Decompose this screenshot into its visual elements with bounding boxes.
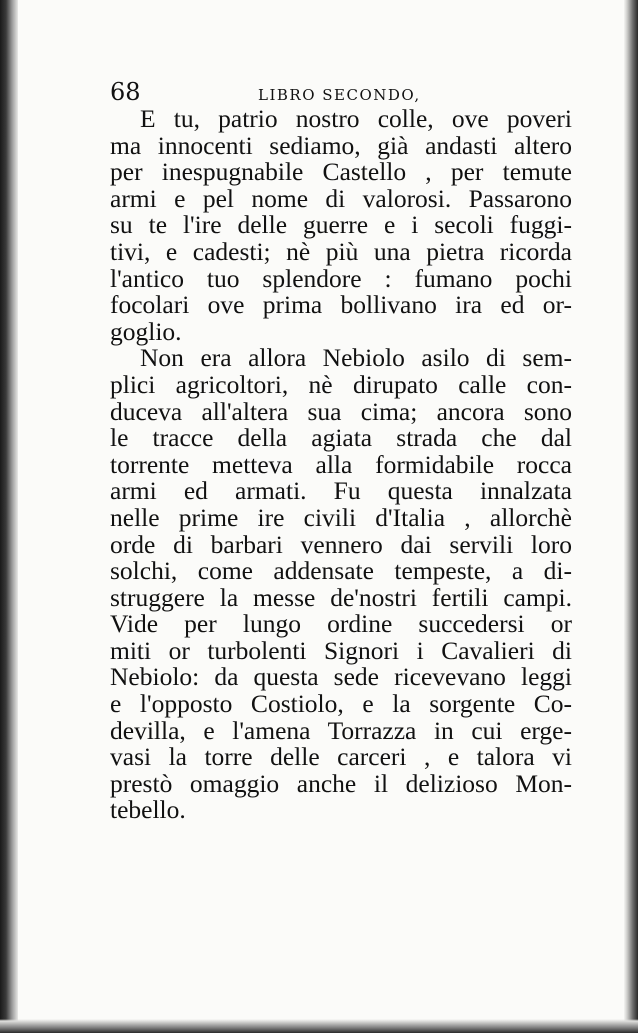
text-line: nelle prime ire civili d'Italia , allorchè — [110, 502, 572, 532]
text-line: plici agricoltori, nè dirupato calle con- — [110, 369, 572, 399]
text-line: ma innocenti sediamo, già andasti altero — [110, 130, 572, 160]
text-line: armi ed armati. Fu questa innalzata — [110, 476, 572, 506]
text-line: goglio. — [110, 316, 182, 346]
text-line: solchi, come addensate tempeste, a di- — [110, 556, 572, 586]
page-number: 68 — [110, 78, 141, 106]
paragraph-2 — [110, 345, 572, 824]
text-line: tivi, e cadesti; nè più una pietra ricorda — [110, 236, 572, 266]
text-line: focolari ove prima bollivano ira ed or- — [110, 290, 572, 320]
page-left-edge-shadow — [0, 0, 18, 1033]
text-line: Vide per lungo ordine succedersi or — [110, 609, 572, 639]
text-line: miti or turbolenti Signori i Cavalieri di — [110, 635, 572, 665]
text-line: per inespugnabile Castello , per temute — [110, 157, 572, 187]
text-line: devilla, e l'amena Torrazza in cui erge- — [110, 715, 572, 745]
text-line: l'antico tuo splendore : fumano pochi — [110, 263, 572, 293]
text-line: E tu, patrio nostro colle, ove poveri — [140, 104, 572, 133]
text-line: orde di barbari vennero dai servili loro — [110, 529, 572, 559]
text-line: Non era allora Nebiolo asilo di sem- — [140, 343, 572, 373]
text-line: vasi la torre delle carceri , e talora vi — [110, 742, 572, 772]
text-line: tebello. — [110, 795, 186, 825]
paragraph-1 — [110, 106, 572, 345]
text-line: e l'opposto Costiolo, e la sorgente Co- — [110, 689, 572, 719]
text-line: Nebiolo: da questa sede ricevevano leggi — [110, 662, 572, 692]
body-text — [110, 106, 572, 824]
text-line: prestò omaggio anche il delizioso Mon- — [110, 768, 572, 798]
text-line: struggere la messe de'nostri fertili campi. — [110, 582, 572, 612]
running-head: LIBRO SECONDO, — [258, 86, 421, 104]
text-line: duceva all'altera sua cima; ancora sono — [110, 396, 572, 426]
text-line: le tracce della agiata strada che dal — [110, 423, 572, 453]
text-line: armi e pel nome di valorosi. Passarono — [110, 183, 572, 213]
page-bottom-edge-shadow — [0, 1019, 638, 1033]
text-line: torrente metteva alla formidabile rocca — [110, 449, 572, 479]
text-line: su te l'ire delle guerre e i secoli fuggi- — [110, 210, 572, 240]
page-right-edge-shadow — [624, 0, 638, 1033]
